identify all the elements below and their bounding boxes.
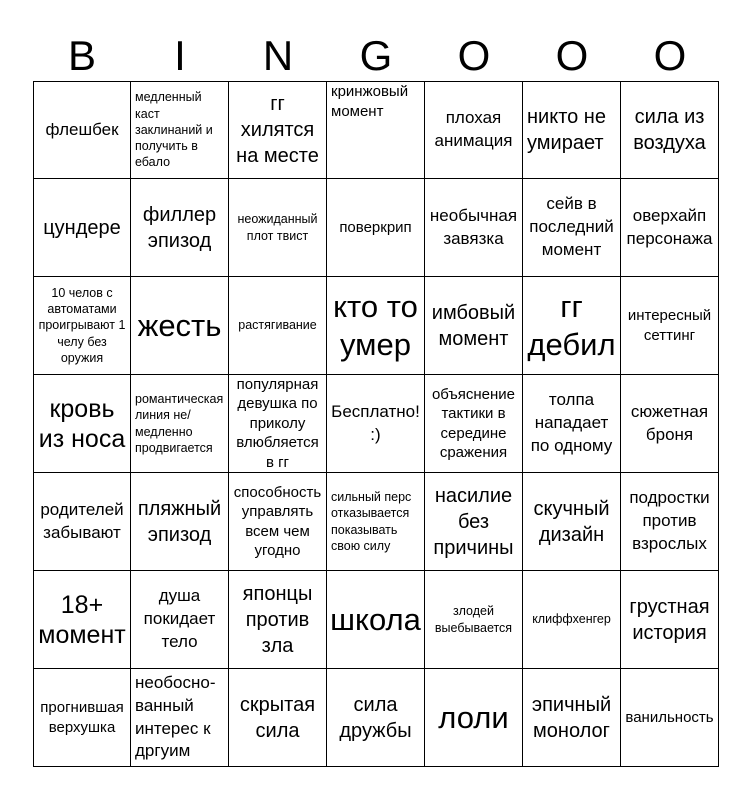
- header-letter-n: N: [262, 32, 294, 79]
- bingo-cell[interactable]: имбовый момент: [425, 277, 523, 375]
- header-letter-o: O: [457, 32, 491, 79]
- bingo-cell[interactable]: поверкрип: [327, 179, 425, 277]
- bingo-cell[interactable]: необычная завязка: [425, 179, 523, 277]
- header-letter-b: B: [67, 32, 96, 79]
- bingo-cell[interactable]: клиффхенгер: [523, 571, 621, 669]
- bingo-cell[interactable]: романтическая линия не/медленно продвигается: [131, 375, 229, 473]
- header-letter-o: O: [653, 32, 687, 79]
- bingo-cell[interactable]: сейв в последний момент: [523, 179, 621, 277]
- bingo-cell[interactable]: родителей забывают: [33, 473, 131, 571]
- bingo-cell[interactable]: гг хилятся на месте: [229, 81, 327, 179]
- bingo-cell[interactable]: насилие без причины: [425, 473, 523, 571]
- bingo-cell[interactable]: медленный каст заклинаний и получить в ебало: [131, 81, 229, 179]
- bingo-cell[interactable]: пляжный эпизод: [131, 473, 229, 571]
- bingo-cell[interactable]: подростки против взрослых: [621, 473, 719, 571]
- bingo-cell[interactable]: эпичный монолог: [523, 669, 621, 767]
- bingo-cell[interactable]: толпа нападает по одному: [523, 375, 621, 473]
- bingo-cell[interactable]: кринжовый момент: [327, 81, 425, 179]
- bingo-cell[interactable]: сильный перс отказывается показывать свою силу: [327, 473, 425, 571]
- bingo-cell[interactable]: прогнившая верхушка: [33, 669, 131, 767]
- bingo-cell[interactable]: плохая анимация: [425, 81, 523, 179]
- bingo-cell[interactable]: ванильность: [621, 669, 719, 767]
- header-letter-g: G: [359, 32, 393, 79]
- bingo-board: [33, 81, 719, 768]
- bingo-cell[interactable]: жесть: [131, 277, 229, 375]
- bingo-header: [33, 30, 719, 82]
- bingo-cell[interactable]: Бесплатно! :): [327, 375, 425, 473]
- bingo-cell[interactable]: сюжетная броня: [621, 375, 719, 473]
- bingo-cell[interactable]: злодей выебывается: [425, 571, 523, 669]
- bingo-cell[interactable]: школа: [327, 571, 425, 669]
- bingo-cell[interactable]: душа покидает тело: [131, 571, 229, 669]
- bingo-cell[interactable]: никто не умирает: [523, 81, 621, 179]
- bingo-cell[interactable]: кровь из носа: [33, 375, 131, 473]
- bingo-cell[interactable]: филлер эпизод: [131, 179, 229, 277]
- bingo-cell[interactable]: цундере: [33, 179, 131, 277]
- bingo-cell[interactable]: неожиданный плот твист: [229, 179, 327, 277]
- bingo-cell[interactable]: растягивание: [229, 277, 327, 375]
- bingo-cell[interactable]: скрытая сила: [229, 669, 327, 767]
- bingo-cell[interactable]: оверхайп персонажа: [621, 179, 719, 277]
- bingo-cell[interactable]: объяснение тактики в середине сражения: [425, 375, 523, 473]
- bingo-cell[interactable]: флешбек: [33, 81, 131, 179]
- bingo-cell[interactable]: кто то умер: [327, 277, 425, 375]
- bingo-cell[interactable]: популярная девушка по приколу влюбляется в гг: [229, 375, 327, 473]
- bingo-cell[interactable]: японцы против зла: [229, 571, 327, 669]
- header-letter-i: I: [174, 32, 186, 79]
- bingo-cell[interactable]: грустная история: [621, 571, 719, 669]
- bingo-cell[interactable]: 18+ момент: [33, 571, 131, 669]
- bingo-cell[interactable]: сила дружбы: [327, 669, 425, 767]
- bingo-cell[interactable]: интересный сеттинг: [621, 277, 719, 375]
- bingo-cell[interactable]: 10 челов с автоматами проигрывают 1 челу без оружия: [33, 277, 131, 375]
- bingo-cell[interactable]: сила из воздуха: [621, 81, 719, 179]
- header-letter-o: O: [555, 32, 589, 79]
- bingo-cell[interactable]: способность управлять всем чем угодно: [229, 473, 327, 571]
- bingo-cell[interactable]: необосно-ванный интерес к дргуим: [131, 669, 229, 767]
- bingo-cell[interactable]: гг дебил: [523, 277, 621, 375]
- bingo-cell[interactable]: скучный дизайн: [523, 473, 621, 571]
- bingo-cell[interactable]: лоли: [425, 669, 523, 767]
